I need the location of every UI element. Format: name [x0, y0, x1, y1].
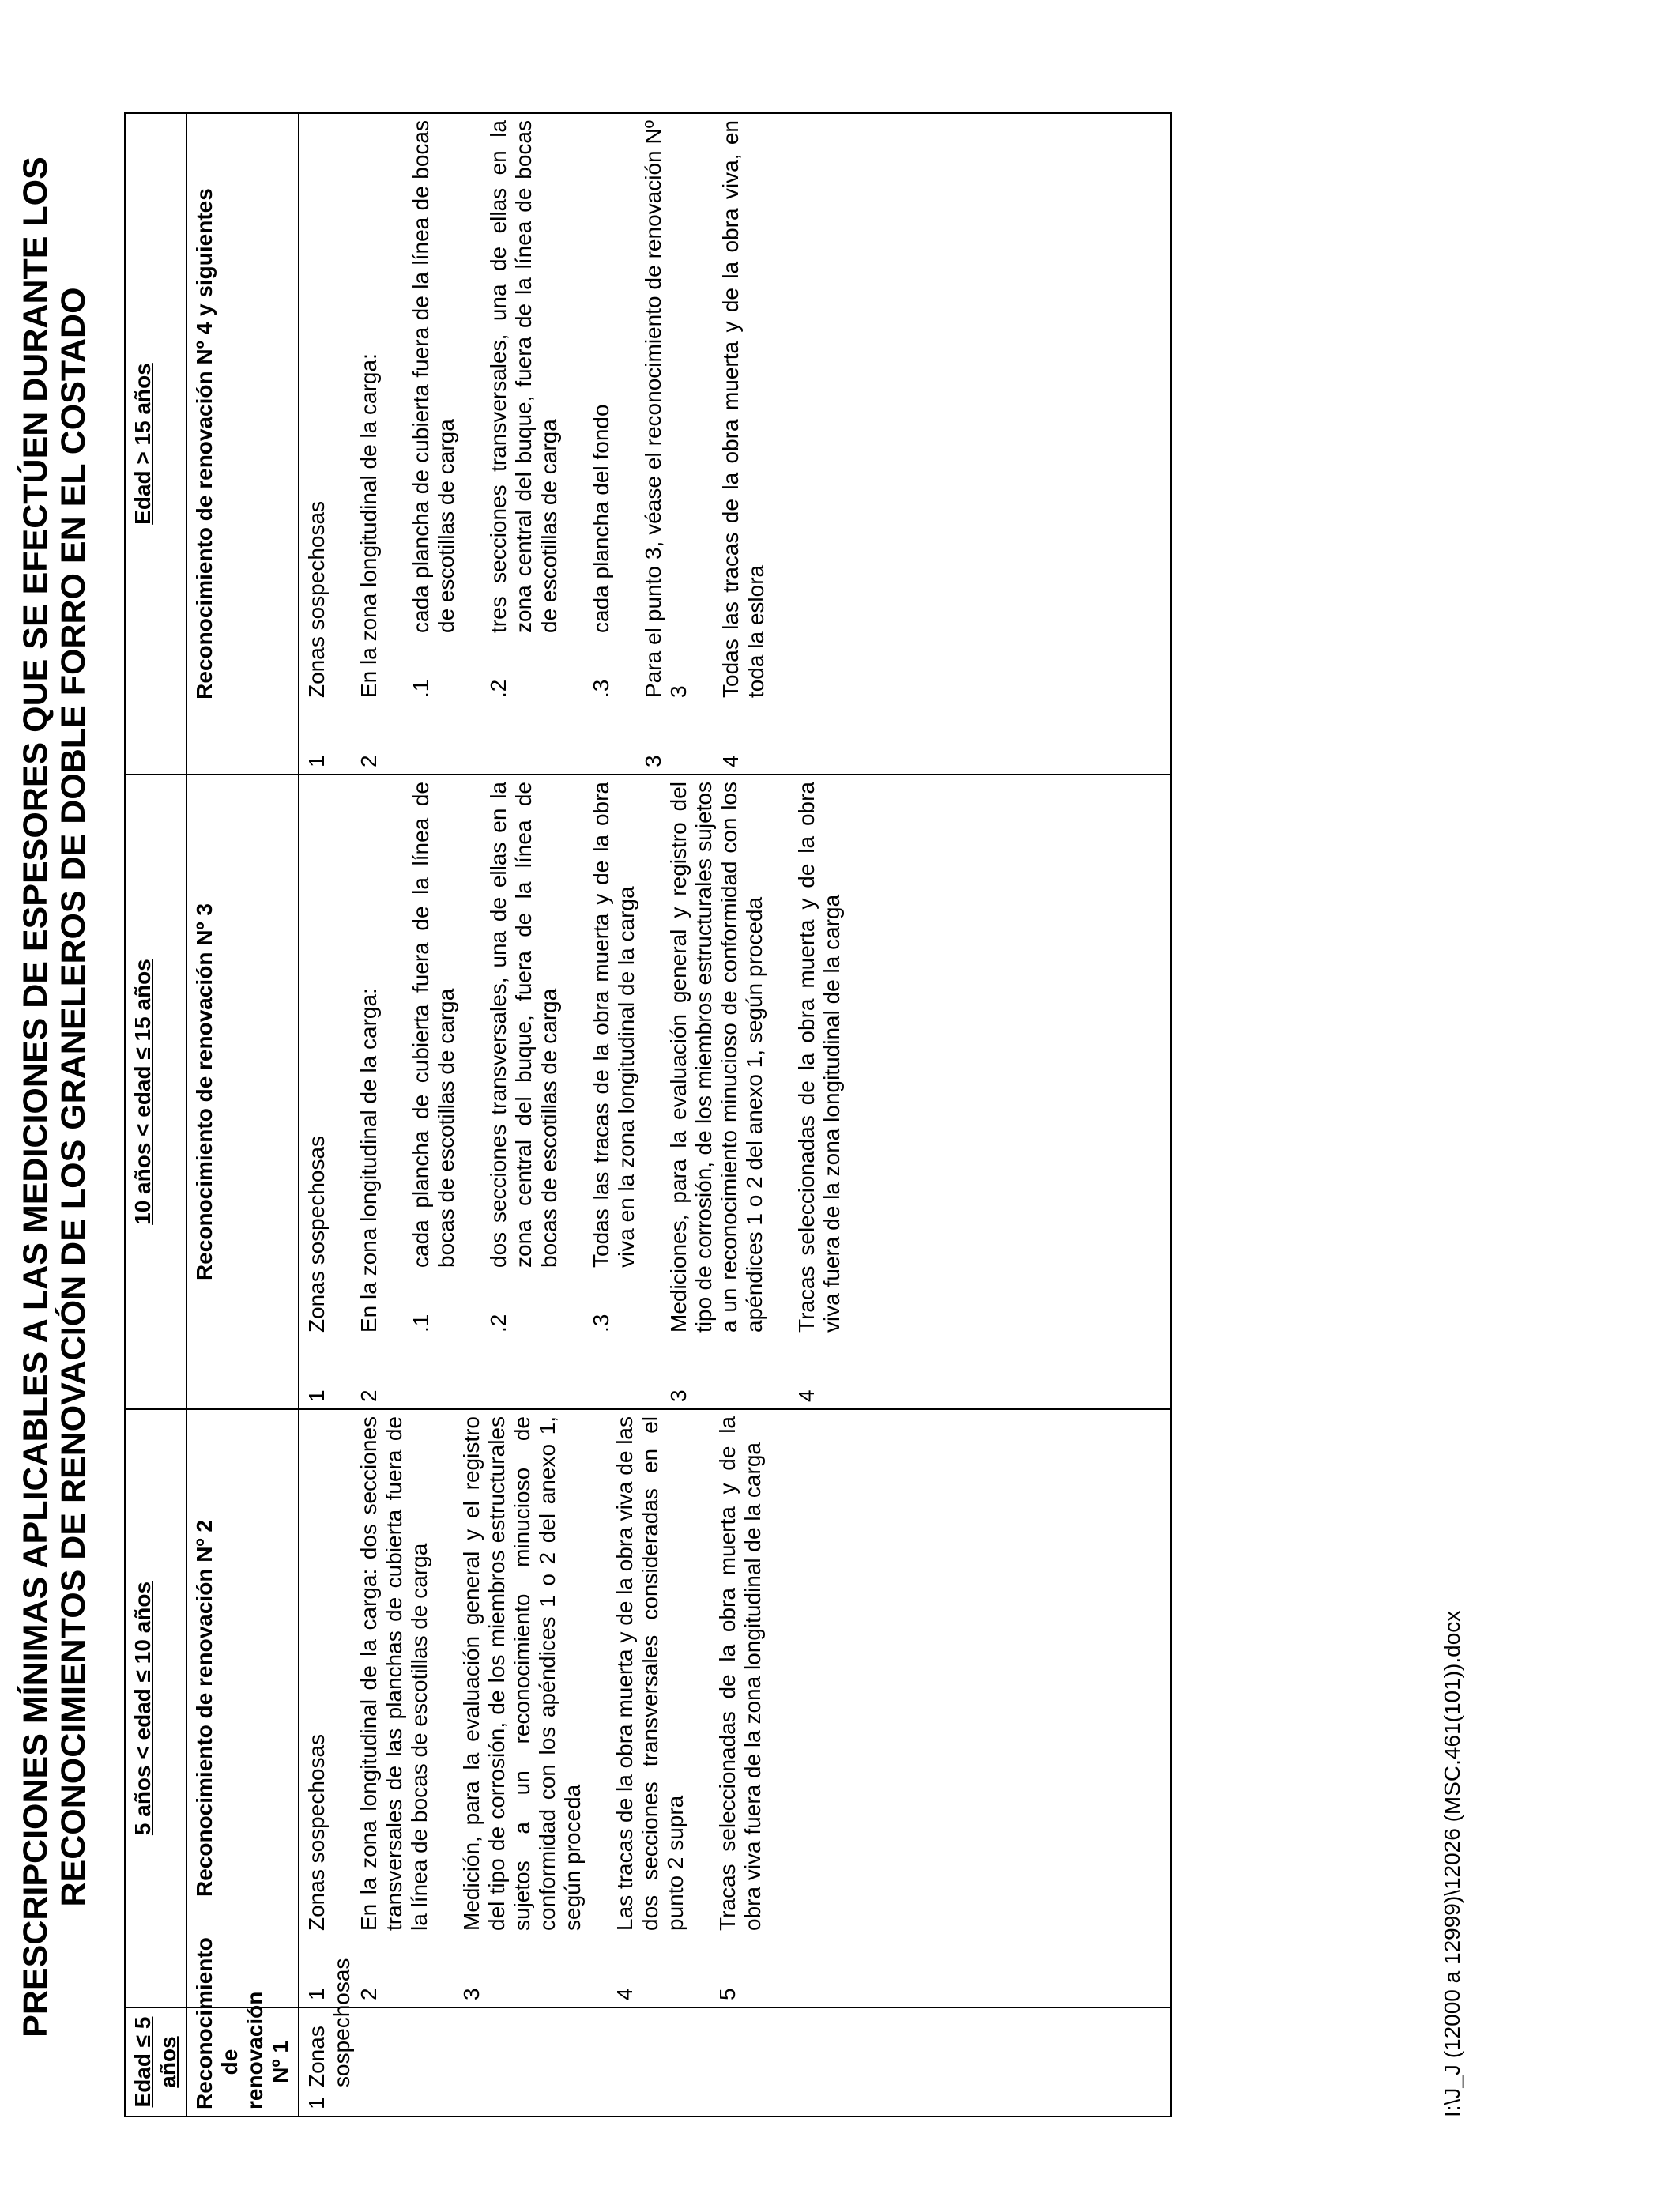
- item-number: 1: [304, 2097, 329, 2109]
- item-number: 4: [794, 1389, 819, 1402]
- sub-item-number: .1: [409, 679, 433, 698]
- survey-header-2: Reconocimiento de renovación Nº 2: [186, 1409, 299, 2007]
- sub-item: [486, 120, 562, 698]
- footer-file-path: I:\J_J (12000 a 12999)\12026 (MSC.461(101)).docx: [1440, 1610, 1464, 2117]
- item-text: Zonas sospechosas: [304, 1958, 354, 2087]
- item-text: Para el punto 3, véase el reconocimiento de renovación Nº 3: [641, 120, 691, 698]
- item-number: 3: [666, 1389, 691, 1402]
- list-item: [356, 120, 382, 767]
- item-text: Todas las tracas de la obra muerta y de la obra viva, en toda la eslora: [718, 120, 768, 698]
- sub-item-text: Todas las tracas de la obra muerta y de la obra viva en la zona longitudinal de la carga: [589, 782, 638, 1268]
- page-title-line-2: RECONOCIMIENTOS DE RENOVACIÓN DE LOS GRANELEROS DE DOBLE FORRO EN EL COSTADO: [55, 287, 92, 1907]
- item-text: En la zona longitudinal de la carga: dos secciones transversales de las planchas de cubierta fuera de la línea de bocas de escotillas de carga: [356, 1416, 431, 1931]
- item-text: Medición, para la evaluación general y el registro del tipo de corrosión, de los miembros estructurales sujetos a un reconocimiento minucioso de conformidad con los apéndices 1 o 2 del anexo 1, según proceda: [459, 1416, 585, 1931]
- item-number: 2: [356, 755, 381, 767]
- item-number: 3: [641, 755, 665, 767]
- list-item: [794, 782, 845, 1402]
- sub-item: [589, 782, 639, 1333]
- item-text: Zonas sospechosas: [304, 1135, 329, 1333]
- item-number: 4: [612, 1988, 637, 2000]
- column-4-content: [299, 113, 1171, 775]
- list-item: [304, 1958, 355, 2109]
- survey-header-4: Reconocimiento de renovación Nº 4 y siguientes: [186, 113, 299, 775]
- survey-header-3: Reconocimiento de renovación Nº 3: [186, 775, 299, 1409]
- age-header-4: Edad > 15 años: [125, 113, 186, 775]
- list-item: [304, 120, 330, 767]
- item-number: 4: [718, 755, 743, 767]
- page-title-line-1: PRESCRIPCIONES MÍNIMAS APLICABLES A LAS MEDICIONES DE ESPESORES QUE SE EFECTÚEN DURANTE LOS: [17, 156, 55, 2038]
- sub-item-number: .3: [589, 679, 613, 698]
- sub-item-text: cada plancha del fondo: [589, 404, 613, 633]
- item-text: En la zona longitudinal de la carga:: [356, 353, 381, 698]
- sub-item-text: tres secciones transversales, una de ellas en la zona central del buque, fuera de la línea de bocas de escotillas de carga: [486, 120, 561, 633]
- item-number: 3: [459, 1988, 484, 2000]
- item-text: Las tracas de la obra muerta y de la obra viva de las dos secciones transversales consideradas en el punto 2 supra: [612, 1416, 687, 1931]
- column-3-content: [299, 775, 1171, 1409]
- item-text: En la zona longitudinal de la carga:: [356, 988, 381, 1333]
- age-header-1: Edad ≤ 5 años: [125, 2007, 186, 2117]
- thickness-measurement-table: [124, 112, 1172, 2117]
- sub-item: [589, 120, 614, 698]
- item-text: Mediciones, para la evaluación general y registro del tipo de corrosión, de los miembros estructurales sujetos a un reconocimiento minucioso de conformidad con los apéndices 1 o 2 del anexo 1, según proceda: [666, 782, 767, 1333]
- sub-item-text: cada plancha de cubierta fuera de la línea de bocas de escotillas de carga: [409, 782, 458, 1268]
- item-number: 5: [715, 1988, 740, 2000]
- column-2-content: [299, 1409, 1171, 2007]
- list-item: [612, 1416, 688, 2000]
- age-header-3: 10 años < edad ≤ 15 años: [125, 775, 186, 1409]
- sub-item: [409, 782, 459, 1333]
- item-number: 2: [356, 1988, 381, 2000]
- item-number: 1: [304, 1988, 329, 2000]
- survey-header-1: Reconocimiento de renovación Nº 1: [186, 2007, 299, 2117]
- age-header-2: 5 años < edad ≤ 10 años: [125, 1409, 186, 2007]
- list-item: [641, 120, 691, 767]
- item-number: 2: [356, 1389, 381, 1402]
- sub-item-number: .3: [589, 1314, 613, 1333]
- item-text: Zonas sospechosas: [304, 500, 329, 698]
- sub-item: [409, 120, 459, 698]
- list-item: [459, 1416, 586, 2000]
- item-number: 1: [304, 755, 329, 767]
- list-item: [304, 1416, 330, 2000]
- list-item: [356, 782, 382, 1402]
- list-item: [666, 782, 767, 1402]
- list-item: [356, 1416, 432, 2000]
- item-number: 1: [304, 1389, 329, 1402]
- sub-item-number: .2: [486, 679, 510, 698]
- sub-item-number: .1: [409, 1314, 433, 1333]
- sub-item-number: .2: [486, 1314, 510, 1333]
- sub-item-text: cada plancha de cubierta fuera de la línea de bocas de escotillas de carga: [409, 120, 458, 633]
- sub-item: [486, 782, 562, 1333]
- item-text: Tracas seleccionadas de la obra muerta y de la obra viva fuera de la zona longitudinal de la carga: [794, 782, 844, 1333]
- column-1-content: [299, 1958, 1171, 2117]
- list-item: [715, 1416, 766, 2000]
- sub-item-text: dos secciones transversales, una de ellas en la zona central del buque, fuera de la línea de bocas de escotillas de carga: [486, 782, 561, 1268]
- list-item: [718, 120, 769, 767]
- item-text: Zonas sospechosas: [304, 1733, 329, 1931]
- list-item: [304, 782, 330, 1402]
- item-text: Tracas seleccionadas de la obra muerta y de la obra viva fuera de la zona longitudinal de la carga: [715, 1416, 765, 1931]
